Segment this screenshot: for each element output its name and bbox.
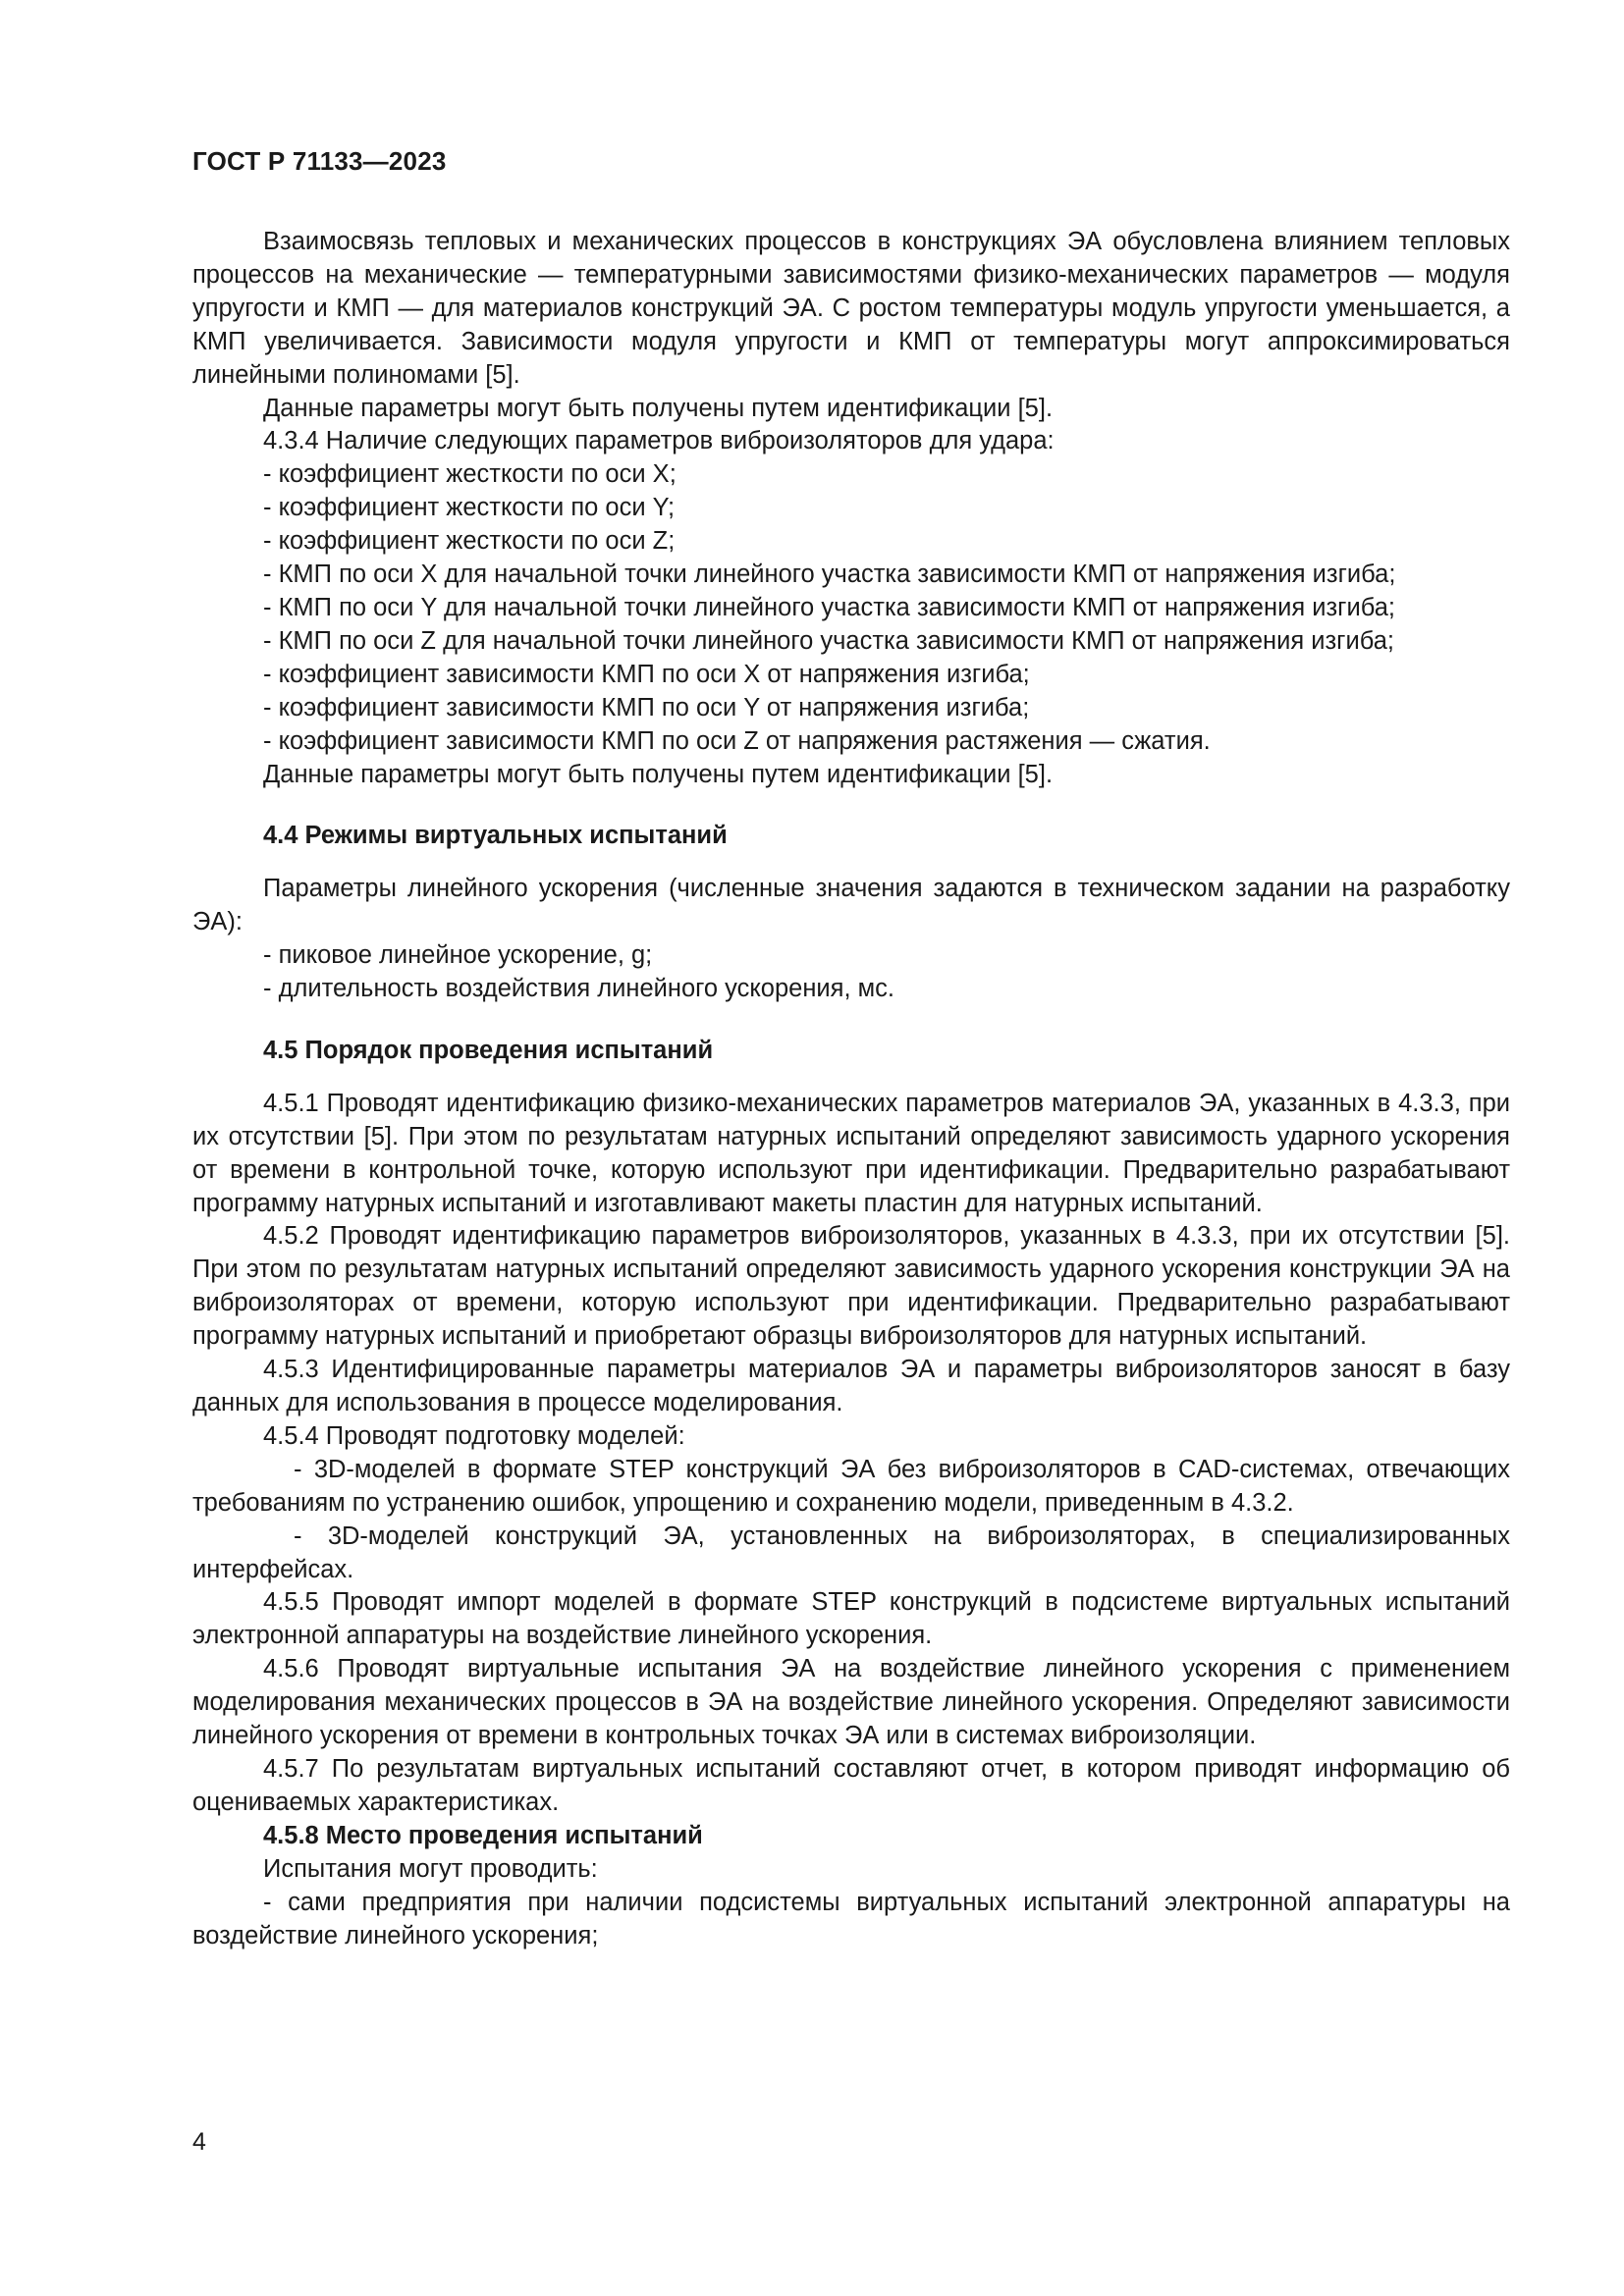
document-header: ГОСТ Р 71133—2023 — [192, 146, 447, 176]
section-heading: 4.4 Режимы виртуальных испытаний — [263, 822, 728, 850]
document-body — [192, 226, 1510, 1952]
paragraph: Данные параметры могут быть получены путем идентификации [5]. — [263, 394, 1054, 422]
paragraph: Параметры линейного ускорения (численные значения задаются в техническом задании на разработку ЭА): — [192, 875, 1510, 936]
paragraph: 4.3.4 Наличие следующих параметров виброизоляторов для удара: — [263, 427, 1055, 455]
list-item: - КМП по оси Y для начальной точки линейного участка зависимости КМП от напряжения изгиба; — [263, 593, 1395, 621]
list-item: - коэффициент жесткости по оси Z; — [263, 527, 676, 556]
list-item: - 3D-моделей конструкций ЭА, установленных на виброизоляторах, в специализированных интерфейсах. — [192, 1522, 1510, 1583]
paragraph: 4.5.6 Проводят виртуальные испытания ЭА на воздействие линейного ускорения с применением моделирования механических процессов в ЭА на воздействие линейного ускорения. Определяют зависимости линейного ускорения от времени в контрольных точках ЭА или в системах виброизоляции. — [192, 1655, 1510, 1750]
paragraph: Данные параметры могут быть получены путем идентификации [5]. — [263, 760, 1054, 788]
section-heading: 4.5 Порядок проведения испытаний — [263, 1036, 714, 1064]
paragraph: 4.5.3 Идентифицированные параметры материалов ЭА и параметры виброизоляторов заносят в базу данных для использования в процессе моделирования. — [192, 1356, 1510, 1416]
paragraph: 4.5.2 Проводят идентификацию параметров виброизоляторов, указанных в 4.3.3, при их отсутствии [5]. При этом по результатам натурных испытаний определяют зависимость ударного ускорения конструкции ЭА на виброизоляторах от времени, которую используют при идентификации. Предварительно разрабатывают программу натурных испытаний и приобретают образцы виброизоляторов для натурных испытаний. — [192, 1222, 1510, 1351]
list-item: - сами предприятия при наличии подсистемы виртуальных испытаний электронной аппаратуры на воздействие линейного ускорения; — [192, 1888, 1510, 1949]
list-item: - 3D-моделей в формате STEP конструкций ЭА без виброизоляторов в CAD-системах, отвечающих требованиям по устранению ошибок, упрощению и сохранению модели, приведенным в 4.3.2. — [192, 1455, 1510, 1517]
subsection-heading: 4.5.8 Место проведения испытаний — [263, 1821, 703, 1849]
paragraph: 4.5.4 Проводят подготовку моделей: — [263, 1421, 685, 1450]
paragraph: Взаимосвязь тепловых и механических процессов в конструкциях ЭА обусловлена влиянием тепловых процессов на механические — температурными зависимостями физико-механических параметров — модуля упругости и КМП — для материалов конструкций ЭА. С ростом температуры модуль упругости уменьшается, а КМП увеличивается. Зависимости модуля упругости и КМП от температуры могут аппроксимироваться линейными полиномами [5]. — [192, 228, 1510, 389]
list-item: - коэффициент зависимости КМП по оси X от напряжения изгиба; — [263, 660, 1030, 688]
list-item: - длительность воздействия линейного ускорения, мс. — [263, 975, 895, 1003]
list-item: - КМП по оси Z для начальной точки линейного участка зависимости КМП от напряжения изгиба; — [263, 626, 1395, 655]
list-item: - КМП по оси X для начальной точки линейного участка зависимости КМП от напряжения изгиба; — [263, 561, 1396, 589]
paragraph: 4.5.7 По результатам виртуальных испытаний составляют отчет, в котором приводят информацию об оцениваемых характеристиках. — [192, 1754, 1510, 1816]
list-item: - коэффициент жесткости по оси X; — [263, 460, 677, 489]
paragraph: 4.5.1 Проводят идентификацию физико-механических параметров материалов ЭА, указанных в 4.3.3, при их отсутствии [5]. При этом по результатам натурных испытаний определяют зависимость ударного ускорения от времени в контрольной точке, которую используют при идентификации. Предварительно разрабатывают программу натурных испытаний и изготавливают макеты пластин для натурных испытаний. — [192, 1089, 1510, 1217]
page-number: 4 — [192, 2128, 206, 2156]
paragraph: 4.5.5 Проводят импорт моделей в формате STEP конструкций в подсистеме виртуальных испытаний электронной аппаратуры на воздействие линейного ускорения. — [192, 1588, 1510, 1650]
list-item: - коэффициент зависимости КМП по оси Y от напряжения изгиба; — [263, 693, 1030, 721]
list-item: - коэффициент зависимости КМП по оси Z от напряжения растяжения — сжатия. — [263, 726, 1211, 755]
list-item: - пиковое линейное ускорение, g; — [263, 941, 653, 970]
paragraph: Испытания могут проводить: — [263, 1854, 598, 1883]
list-item: - коэффициент жесткости по оси Y; — [263, 494, 676, 522]
